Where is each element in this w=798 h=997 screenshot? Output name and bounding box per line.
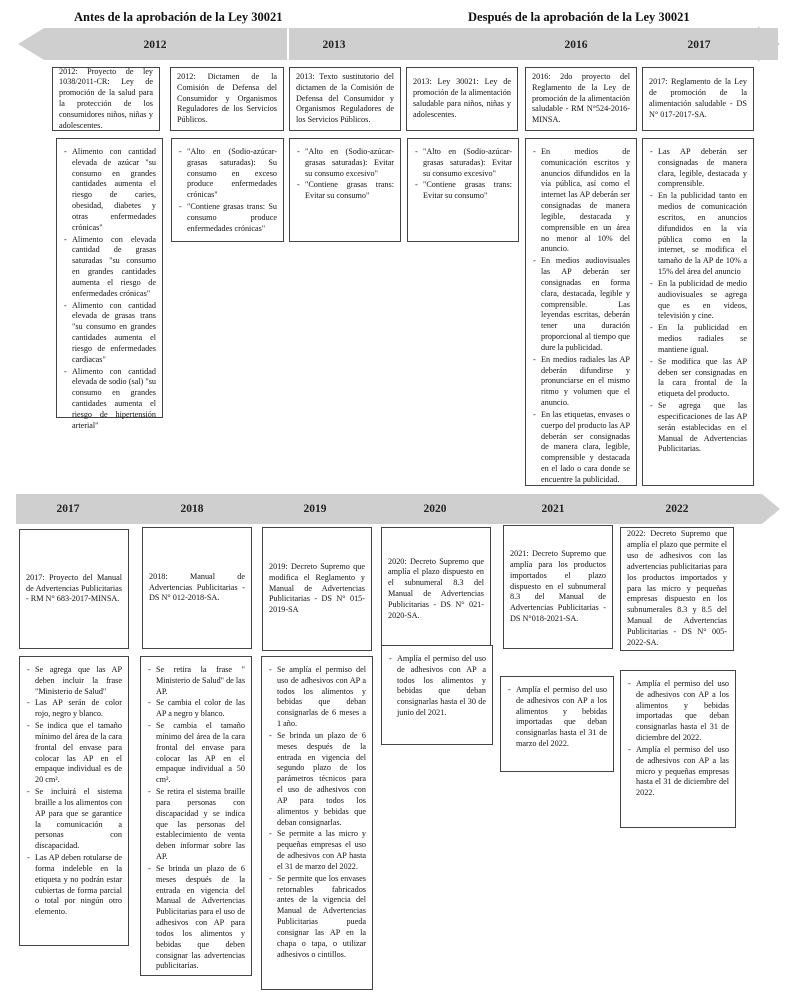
event-title: 2020: Decreto Supremo que amplía el plazo dispuesto en el subnumeral 8.3 del Manual de Advertencias Publicitarias - DS N° 021-2020-SA. — [388, 556, 484, 620]
detail-item: - "Alto en (Sodio-azúcar-grasas saturadas): Su consumo en exceso produce enfermedades crónicas" — [187, 147, 277, 201]
detail-box-2013-texto — [289, 138, 401, 242]
detail-item: - Se incluirá el sistema braille a los alimentos con AP para que se garantice la comunicación a personas con discapacidad. — [35, 787, 122, 852]
detail-item: - Amplía el permiso del uso de adhesivos con AP a las micro y pequeñas empresas hasta el 31 de diciembre del 2022. — [636, 745, 729, 799]
year-label: 2017 — [56, 503, 80, 515]
detail-item: - Alimento con cantidad elevada de azúcar "su consumo en grandes cantidades aumenta el riesgo de caries, obesidad, diabetes y otras enfermedades crónicas" — [72, 147, 156, 234]
detail-item: - Amplía el permiso del uso de adhesivos con AP a todos los alimentos y bebidas que deban consignarlas hasta el 30 de junio del 2021. — [397, 654, 486, 719]
detail-item: - Las AP deberán ser consignadas de manera clara, legible, destacada y comprensible. — [658, 147, 747, 190]
event-title: 2017: Reglamento de la Ley de promoción de la alimentación saludable - DS N° 017-2017-SA. — [649, 77, 747, 119]
detail-item: - Se modifica que las AP deben ser consignadas en la cara frontal de la etiqueta del producto. — [658, 357, 747, 400]
header-after: Después de la aprobación de la Ley 30021 — [468, 10, 690, 24]
detail-item: - En las etiquetas, envases o cuerpo del producto las AP deberán ser consignadas de manera clara, legible, comprensible y destacada en el lado o cara donde se encuentre la publicidad. — [541, 410, 630, 486]
detail-item: - Se indica que el tamaño mínimo del área de la cara frontal del envase para colocar las AP en el empaque individual es de 20 cm². — [35, 721, 122, 786]
event-box-2012-dictamen — [170, 67, 284, 131]
event-title: 2012: Proyecto de ley 1038/2011-CR: Ley de promoción de la salud para la protección de los consumidores niños, niñas y adolescentes. — [59, 66, 153, 130]
detail-list — [147, 665, 245, 972]
detail-item: - "Contiene grasas trans: Evitar su consumo" — [305, 180, 394, 202]
detail-item: - En la publicidad de medio audiovisuales se agrega que es en videos, televisión y cine. — [658, 279, 747, 322]
event-title: 2019: Decreto Supremo que modifica el Reglamento y Manual de Advertencias Publicitarias - DS N° 015-2019-SA — [269, 561, 365, 615]
year-label: 2021 — [541, 503, 565, 515]
detail-item: - Se brinda un plazo de 6 meses después de la entrada en vigencia del segundo plazo de los parámetros técnicos para el uso de adhesivos con AP para todos los alimentos y bebidas que deban consignarlas. — [277, 731, 366, 828]
detail-item: - En la publicidad tanto en medios de comunicación escritos, en anuncios difundidos en la vía pública como en la internet, se modifica el tamaño de la AP de 10% a 15% del área del anuncio — [658, 191, 747, 278]
event-title: 2012: Dictamen de la Comisión de Defensa del Consumidor y Organismos Reguladores de los Servicios Públicos. — [177, 71, 277, 125]
event-title: 2013: Ley 30021: Ley de promoción de la alimentación saludable para niños, niñas y adolescentes. — [413, 77, 511, 119]
detail-item: - Alimento con cantidad elevada de sodio (sal) "su consumo en grandes cantidades aumenta el riesgo de hipertensión arterial" — [72, 367, 156, 432]
detail-box-2020-decreto — [381, 645, 493, 745]
detail-box-2019-decreto — [261, 656, 373, 990]
detail-list — [507, 685, 607, 750]
detail-item: - En medios radiales las AP deberán difundirse y pronunciarse en el mismo ritmo y volumen que el anuncio. — [541, 355, 630, 409]
event-box-2017-manual — [19, 529, 129, 649]
detail-list — [268, 665, 366, 960]
event-box-2019-decreto — [262, 527, 372, 651]
detail-list — [63, 147, 156, 432]
year-label: 2018 — [180, 503, 204, 515]
detail-list — [388, 654, 486, 719]
detail-item: - Alimento con cantidad elevada de grasas trans "su consumo en grandes cantidades aumenta el riesgo de enfermedades cardiacas" — [72, 301, 156, 366]
detail-item: - Se cambia el color de las AP a negro y blanco. — [156, 698, 245, 720]
detail-list — [532, 147, 630, 486]
detail-box-2022-decreto — [620, 670, 736, 828]
detail-box-2018-manual — [140, 656, 252, 976]
event-box-2017-reglamento — [642, 67, 754, 131]
year-label: 2017 — [687, 39, 711, 51]
year-label: 2019 — [303, 503, 327, 515]
event-box-2020-decreto — [381, 527, 491, 651]
detail-item: - Se brinda un plazo de 6 meses después de la entrada en vigencia del Manual de Advertencias Publicitarias para el uso de adhesivos con AP para todos los alimentos y bebidas que deben consignar las advertencias publicitarias. — [156, 864, 245, 972]
event-box-2021-decreto — [503, 525, 613, 649]
detail-item: - Se retira el sistema braille para personas con discapacidad y se indica que las personas del establecimiento de venta deben informar sobre las AP. — [156, 787, 245, 863]
year-label: 2013 — [322, 39, 346, 51]
detail-list — [414, 147, 512, 202]
detail-item: - Se permite que los envases retornables fabricados antes de la vigencia del Manual de Advertencias Publicitarias pueda consignar las AP en la chapa o tapa, o utilizar adhesivos o cintillos. — [277, 874, 366, 961]
detail-item: - Amplía el permiso del uso de adhesivos con AP a los alimentos y bebidas importadas que deban consignarlas hasta el 31 de diciembre del 2022. — [636, 679, 729, 744]
detail-item: - Se retira la frase " Ministerio de Salud" de las AP. — [156, 665, 245, 697]
detail-item: - "Alto en (Sodio-azúcar-grasas saturadas): Evitar su consumo excesivo" — [423, 147, 512, 179]
year-label: 2022 — [665, 503, 689, 515]
year-label: 2012 — [143, 39, 167, 51]
detail-item: - Amplía el permiso del uso de adhesivos con AP a los alimentos y bebidas importadas que deban consignarlas hasta el 31 de marzo del 2022. — [516, 685, 607, 750]
event-box-2018-manual — [142, 527, 252, 649]
header-before: Antes de la aprobación de la Ley 30021 — [74, 10, 283, 24]
event-box-2013-texto — [289, 67, 401, 131]
detail-item: - En medios de comunicación escritos y anuncios difundidos en la vía pública, así como el internet las AP deberán ser consignadas de manera legible, destacada y comprensible en un área no menor al 10% del anuncio. — [541, 147, 630, 255]
detail-item: - Las AP serán de color rojo, negro y blanco. — [35, 698, 122, 720]
detail-item: - Se agrega que las especificaciones de las AP serán establecidas en el Manual de Advertencias Publicitarias. — [658, 401, 747, 455]
event-box-2022-decreto — [620, 527, 734, 651]
detail-box-2012-dictamen — [171, 138, 284, 242]
detail-box-2017-manual — [19, 656, 129, 946]
detail-box-2016-proyecto — [525, 138, 637, 486]
detail-item: - Se cambia el tamaño mínimo del área de la cara frontal del envase para colocar las AP en el empaque individual a 50 cm². — [156, 721, 245, 786]
detail-item: - Alimento con elevada cantidad de grasas saturadas "su consumo en grandes cantidades aumenta el riesgo de enfermedades crónicas" — [72, 235, 156, 300]
detail-box-2017-reglamento — [642, 138, 754, 486]
detail-item: - Se amplía el permiso del uso de adhesivos con AP a todos los alimentos y bebidas que deban consignarlas de 6 meses a 1 año. — [277, 665, 366, 730]
detail-box-2012-proyecto — [56, 138, 163, 430]
event-box-2016-proyecto — [525, 67, 637, 131]
detail-box-2021-decreto — [500, 676, 614, 772]
detail-list — [649, 147, 747, 455]
event-title: 2021: Decreto Supremo que amplía para los productos importados el plazo dispuesto en el subnumeral 8.3 del Manual de Advertencias Publicitarias - DS N°018-2021-SA. — [510, 549, 606, 624]
detail-item: - Se permite a las micro y pequeñas empresas el uso de adhesivos con AP hasta el 31 de marzo del 2022. — [277, 829, 366, 872]
detail-item: - Se agrega que las AP deben incluir la frase "Ministerio de Salud" — [35, 665, 122, 697]
detail-list — [178, 147, 277, 235]
event-title: 2018: Manual de Advertencias Publicitarias - DS N° 012-2018-SA. — [149, 571, 245, 603]
timeline-arrow-top — [0, 24, 798, 64]
event-title: 2016: 2do proyecto del Reglamento de la Ley de promoción de la alimentación saludable - RM N°524-2016-MINSA. — [532, 71, 630, 125]
detail-list — [26, 665, 122, 918]
detail-item: - En la publicidad en medios radiales se mantiene igual. — [658, 323, 747, 355]
event-title: 2017: Proyecto del Manual de Advertencias Publicitarias - RM N° 683-2017-MINSA. — [26, 572, 122, 604]
detail-item: - Las AP deben rotularse de forma indeleble en la etiqueta y no podrán estar cubiertas de forma parcial o total por ningún otro elemento. — [35, 853, 122, 918]
event-title: 2022: Decreto Supremo que amplía el plazo que permite el uso de adhesivos con las advertencias publicitarias para los productos importados y para las micro y pequeñas empresas dispuesto en los subnumerales 8.3 y 8.5 del Manual de Advertencias Publicitarias - DS N° 005-2022-SA. — [627, 529, 727, 647]
event-box-2012-proyecto — [52, 67, 160, 131]
detail-item: - "Contiene grasas trans: Evitar su consumo" — [423, 180, 512, 202]
detail-item: - En medios audiovisuales las AP deberán ser consignadas en forma clara, destacada, legible y comprensible. Las leyendas escritas, deberán tener una duración proporcional al tiempo que dure la publicidad. — [541, 256, 630, 353]
year-label: 2016 — [564, 39, 588, 51]
detail-list — [296, 147, 394, 202]
detail-box-2013-ley — [407, 138, 519, 242]
detail-item: - "Alto en (Sodio-azúcar-grasas saturadas): Evitar su consumo excesivo" — [305, 147, 394, 179]
year-label: 2020 — [423, 503, 447, 515]
detail-item: - "Contiene grasas trans: Su consumo produce enfermedades crónicas" — [187, 202, 277, 234]
detail-list — [627, 679, 729, 799]
event-title: 2013: Texto sustitutorio del dictamen de la Comisión de Defensa del Consumidor y Organismos Reguladores de los Servicios Públicos. — [296, 71, 394, 125]
event-box-2013-ley — [406, 67, 518, 131]
